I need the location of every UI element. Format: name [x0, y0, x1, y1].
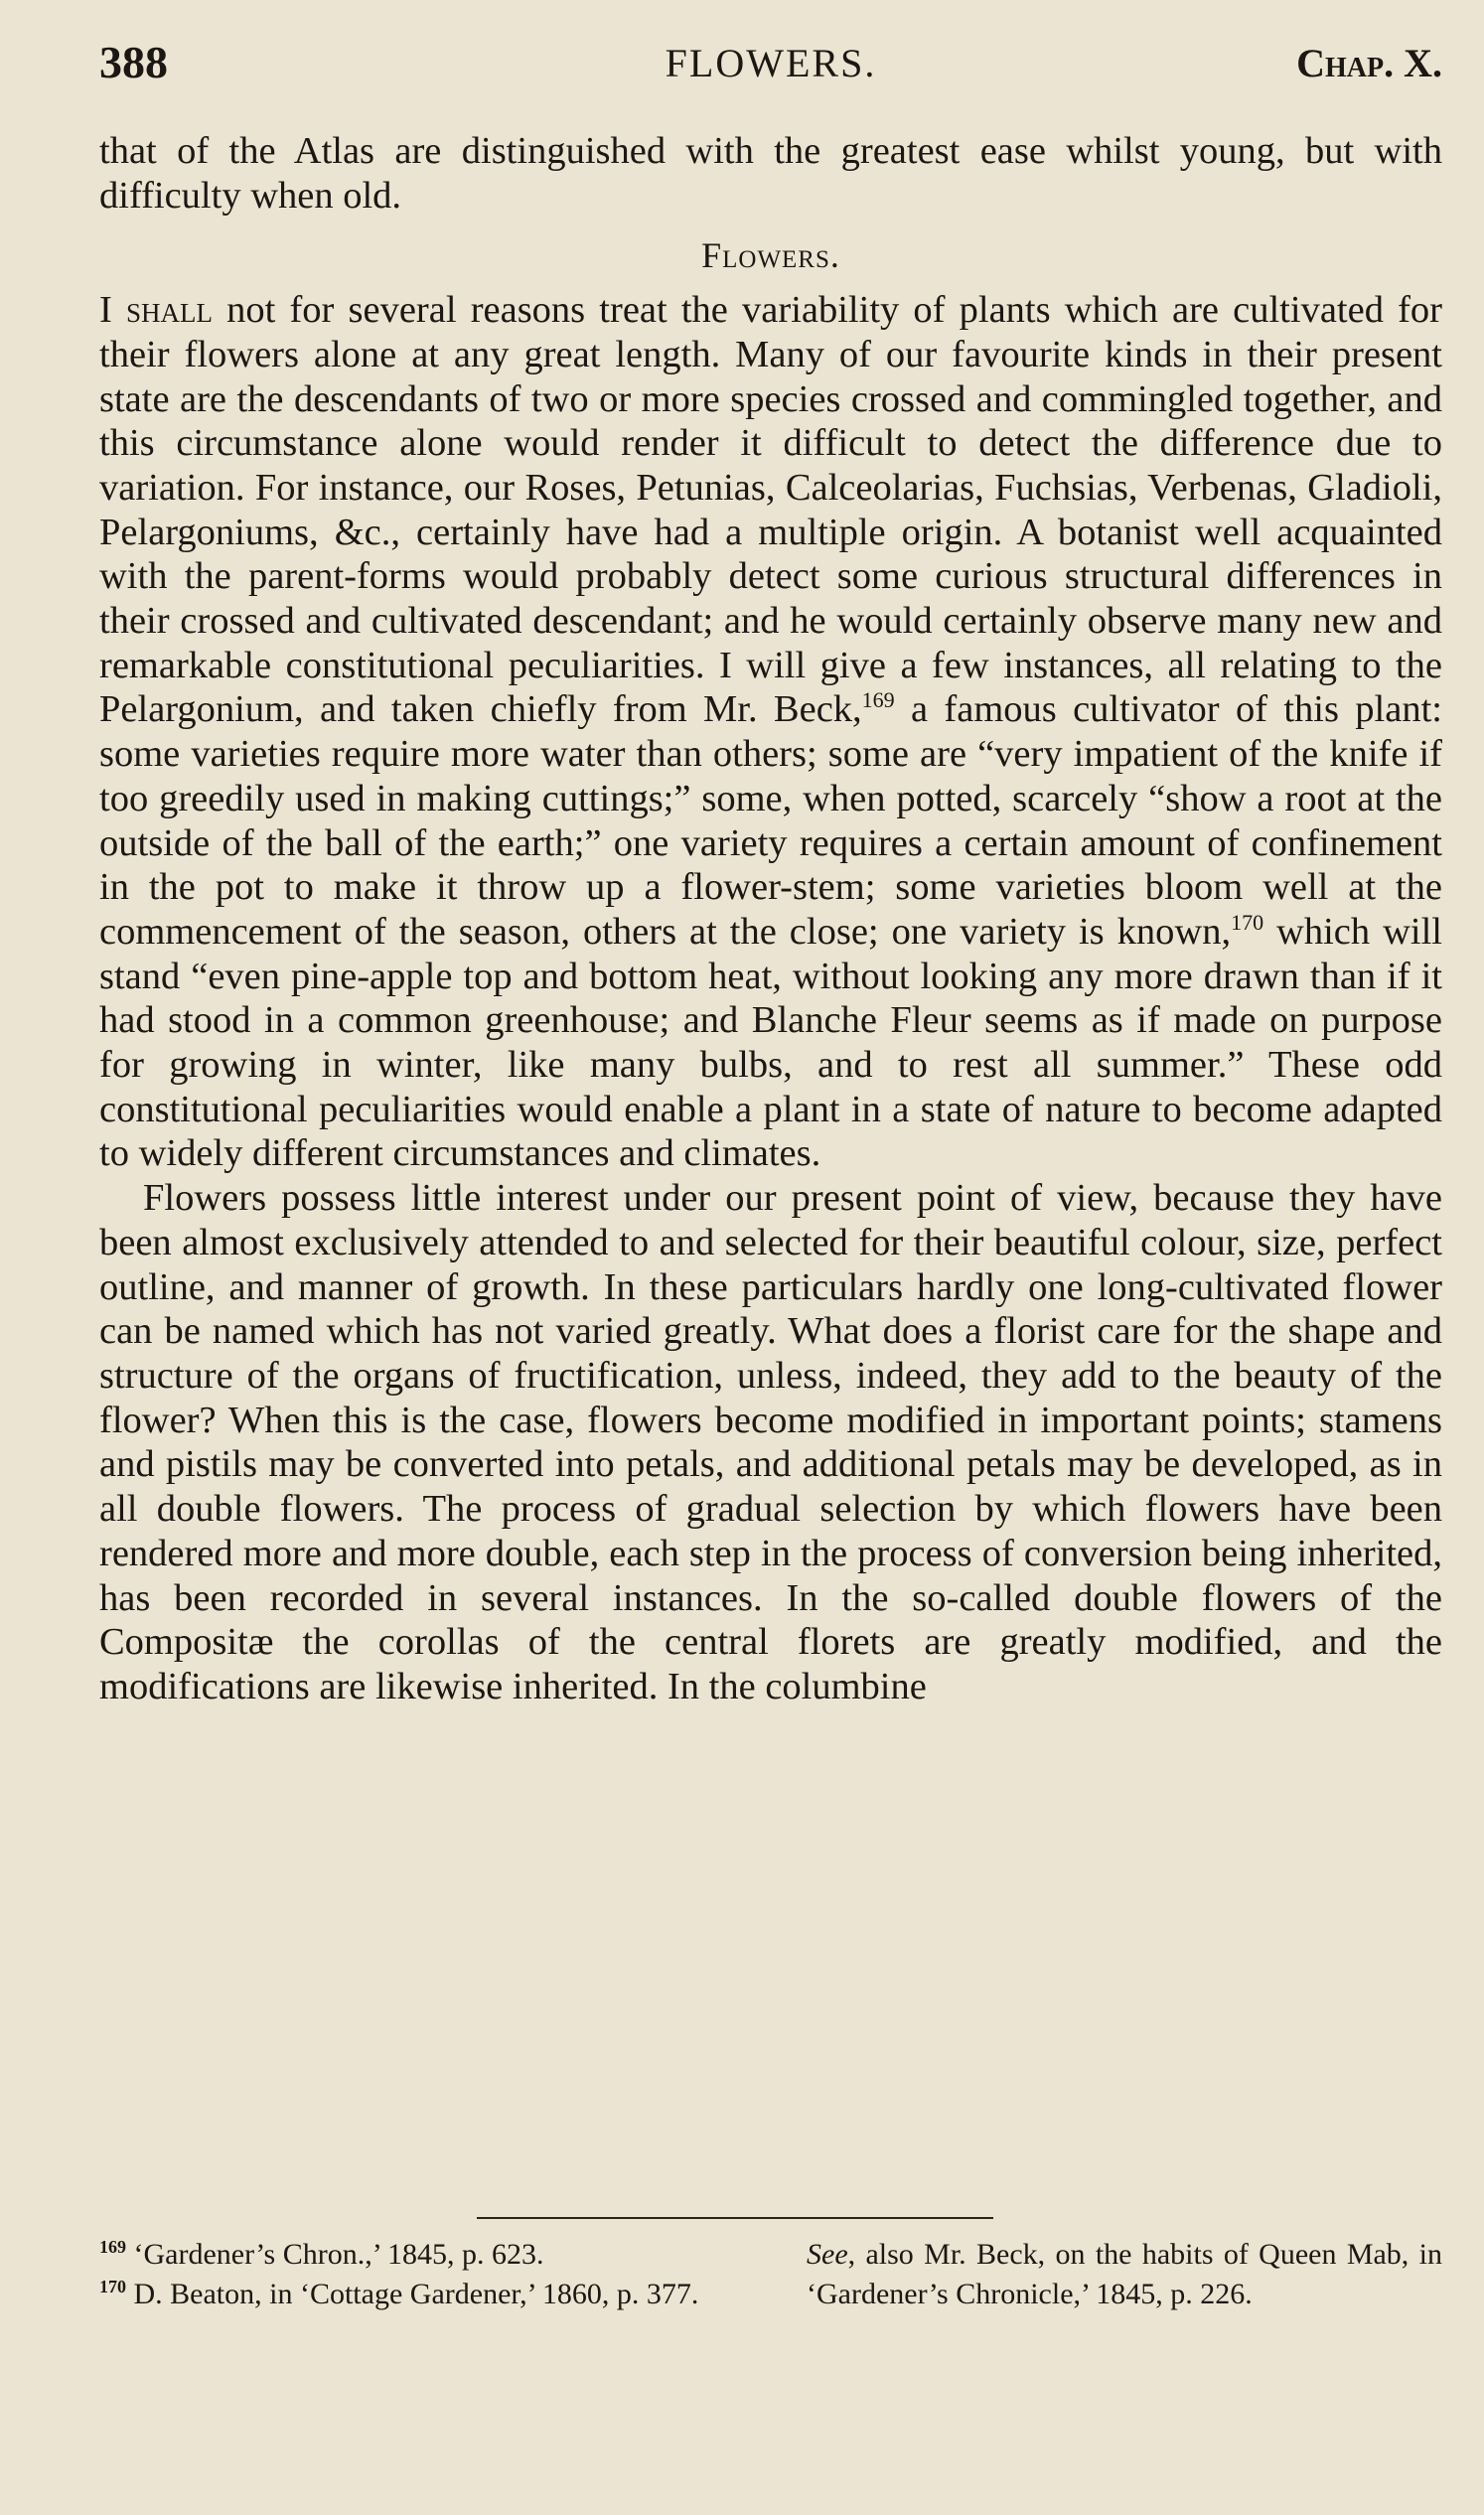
- paragraph-1: [99, 288, 1442, 1176]
- footnote-170: [99, 2275, 735, 2314]
- page-number: 388: [99, 37, 168, 87]
- footnote-ref-169: 169: [861, 687, 895, 713]
- footnote-170-continued: [807, 2235, 1442, 2314]
- footnote-169-text: ‘Gardener’s Chron.,’ 1845, p. 623.: [126, 2238, 544, 2271]
- running-title: FLOWERS.: [665, 41, 877, 85]
- paragraph-1-part-b: a famous cultivator of this plant: some varieties require more water than others; some are “very impatient of the knife if too greedily used in making cuttings;” some, when potted, scarcely “show a root at the outside of the ball of the earth;” one variety requires a certain amount of confinement in the pot to make it throw up a flower-stem; some varieties bloom well at the commencement of the season, others at the close; one variety is known,: [99, 688, 1442, 953]
- footnote-170-text: D. Beaton, in ‘Cottage Gardener,’ 1860, p. 377.: [126, 2278, 699, 2310]
- paragraph-1-part-c: which will stand “even pine-apple top and bottom heat, without looking any more drawn than if it had stood in a common greenhouse; and Blanche Fleur seems as if made on purpose for growing in winter, like many bulbs, and to rest all summer.” These odd constitutional peculiarities would enable a plant in a state of nature to become adapted to widely different circumstances and climates.: [99, 910, 1442, 1175]
- footnote-ref-170: 170: [1231, 910, 1264, 936]
- main-text: [99, 129, 1442, 1709]
- carry-over-paragraph: that of the Atlas are distinguished with the greatest ease whilst young, but with difficulty when old.: [99, 130, 1442, 217]
- paragraph-lead: I shall: [99, 289, 213, 332]
- footnote-divider: [477, 2217, 993, 2219]
- footnote-170-mark: 170: [99, 2277, 126, 2296]
- footnotes: [99, 2235, 1442, 2314]
- page-header: [99, 36, 1442, 95]
- footnote-170-rest: , also Mr. Beck, on the habits of Queen Mab, in ‘Gardener’s Chronicle,’ 1845, p. 226.: [807, 2238, 1442, 2310]
- paragraph-2: Flowers possess little interest under our present point of view, because they have been almost exclusively attended to and selected for their beautiful colour, size, perfect outline, and manner of growth. In these particulars hardly one long-cultivated flower can be named which has not varied greatly. What does a florist care for the shape and structure of the organs of fructification, unless, indeed, they add to the beauty of the flower? When this is the case, flowers become modified in important points; stamens and pistils may be converted into petals, and additional petals may be developed, as in all double flowers. The process of gradual selection by which flowers have been rendered more and more double, each step in the process of conversion being inherited, has been recorded in several instances. In the so-called double flowers of the Compositæ the corollas of the central florets are greatly modified, and the modifications are likewise inherited. In the columbine: [99, 1177, 1442, 1707]
- footnote-169-mark: 169: [99, 2237, 126, 2257]
- chapter-label: Chap. X.: [1296, 41, 1442, 85]
- section-title: Flowers.: [701, 235, 840, 276]
- footnote-169: [99, 2235, 735, 2275]
- paragraph-1-part-a: not for several reasons treat the variability of plants which are cultivated for their flowers alone at any great length. Many of our favourite kinds in their present state are the descendants of two or more species crossed and commingled together, and this circumstance alone would render it difficult to detect the difference due to variation. For instance, our Roses, Petunias, Calceolarias, Fuchsias, Verbenas, Gladioli, Pelargoniums, &c., certainly have had a multiple origin. A botanist well acquainted with the parent-forms would probably detect some curious structural differences in their crossed and cultivated descendant; and he would certainly observe many new and remarkable constitutional peculiarities. I will give a few instances, all relating to the Pelargonium, and taken chiefly from Mr. Beck,: [99, 289, 1442, 731]
- footnote-column-right: [807, 2235, 1442, 2314]
- footnote-column-left: [99, 2235, 735, 2314]
- footnote-see: See: [807, 2238, 848, 2271]
